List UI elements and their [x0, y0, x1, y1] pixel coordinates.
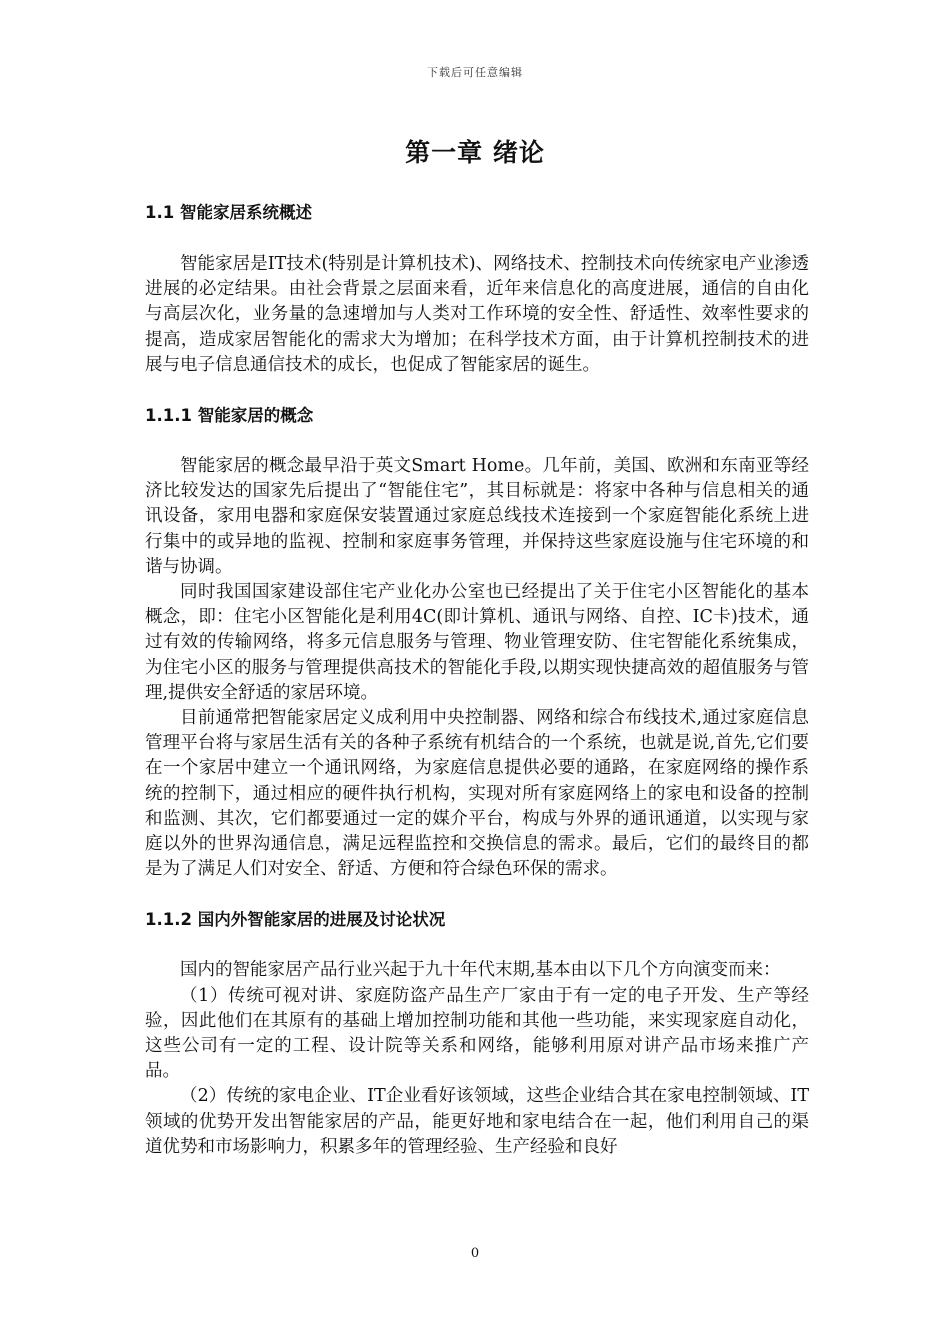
paragraph: （2）传统的家电企业、IT企业看好该领域，这些企业结合其在家电控制领域、IT领域的优势开发出智能家居的产品，能更好地和家电结合在一起，他们利用自己的渠道优势和市场影响力，积累多年的管理经验、生产经验和良好 [145, 1086, 809, 1157]
page-number: 0 [470, 1246, 480, 1261]
paragraph: 目前通常把智能家居定义成利用中央控制器、网络和综合布线技术,通过家庭信息管理平台将与家居生活有关的各种子系统有机结合的一个系统，也就是说,首先,它们要在一个家居中建立一个通讯网络，为家庭信息提供必要的通路，在家庭网络的操作系统的控制下，通过相应的硬件执行机构，实现对所有家庭网络上的家电和设备的控制和监测、其次，它们都要通过一定的媒介平台，构成与外界的通讯通道，以实现与家庭以外的世界沟通信息，满足远程监控和交换信息的需求。最后，它们的最终目的都是为了满足人们对安全、舒适、方便和符合绿色环保的需求。 [145, 708, 809, 880]
paragraph: 智能家居是IT技术(特别是计算机技术)、网络技术、控制技术向传统家电产业渗透进展的必定结果。由社会背景之层面来看，近年来信息化的高度进展，通信的自由化与高层次化，业务量的急速增加与人类对工作环境的安全性、舒适性、效率性要求的提高，造成家居智能化的需求大为增加；在科学技术方面，由于计算机控制技术的进展与电子信息通信技术的成长，也促成了智能家居的诞生。 [145, 254, 809, 375]
document-body [145, 200, 809, 1160]
paragraph: （1）传统可视对讲、家庭防盗产品生产厂家由于有一定的电子开发、生产等经验，因此他们在其原有的基础上增加控制功能和其他一些功能，来实现家庭自动化，这些公司有一定的工程、设计院等关系和网络，能够利用原对讲产品市场来推广产品。 [145, 985, 809, 1082]
paragraph: 国内的智能家居产品行业兴起于九十年代末期,基本由以下几个方向演变而来： [180, 960, 781, 981]
section-heading: 1.1.1 智能家居的概念 [145, 406, 314, 426]
section-heading: 1.1 智能家居系统概述 [145, 203, 312, 222]
paragraph: 智能家居的概念最早沿于英文Smart Home。几年前，美国、欧洲和东南亚等经济比较发达的国家先后提出了“智能住宅”，其目标就是：将家中各种与信息相关的通讯设备，家用电器和家庭保安装置通过家庭总线技术连接到一个家庭智能化系统上进行集中的或异地的监视、控制和家庭事务管理，并保持这些家庭设施与住宅环境的和谐与协调。 [145, 456, 809, 577]
chapter-title: 第一章 绪论 [405, 138, 545, 167]
section-1-1 [145, 200, 809, 378]
section-1-1-1 [145, 403, 809, 882]
section-1-1-2 [145, 907, 809, 1160]
section-heading: 1.1.2 国内外智能家居的进展及讨论状况 [145, 910, 446, 930]
paragraph: 同时我国国家建设部住宅产业化办公室也已经提出了关于住宅小区智能化的基本概念，即：住宅小区智能化是利用4C(即计算机、通讯与网络、自控、IC卡)技术，通过有效的传输网络，将多元信息服务与管理、物业管理安防、住宅智能化系统集成，为住宅小区的服务与管理提供高技术的智能化手段,以期实现快捷高效的超值服务与管理,提供安全舒适的家居环境。 [145, 582, 809, 703]
header-note: 下载后可任意编辑 [427, 66, 523, 79]
